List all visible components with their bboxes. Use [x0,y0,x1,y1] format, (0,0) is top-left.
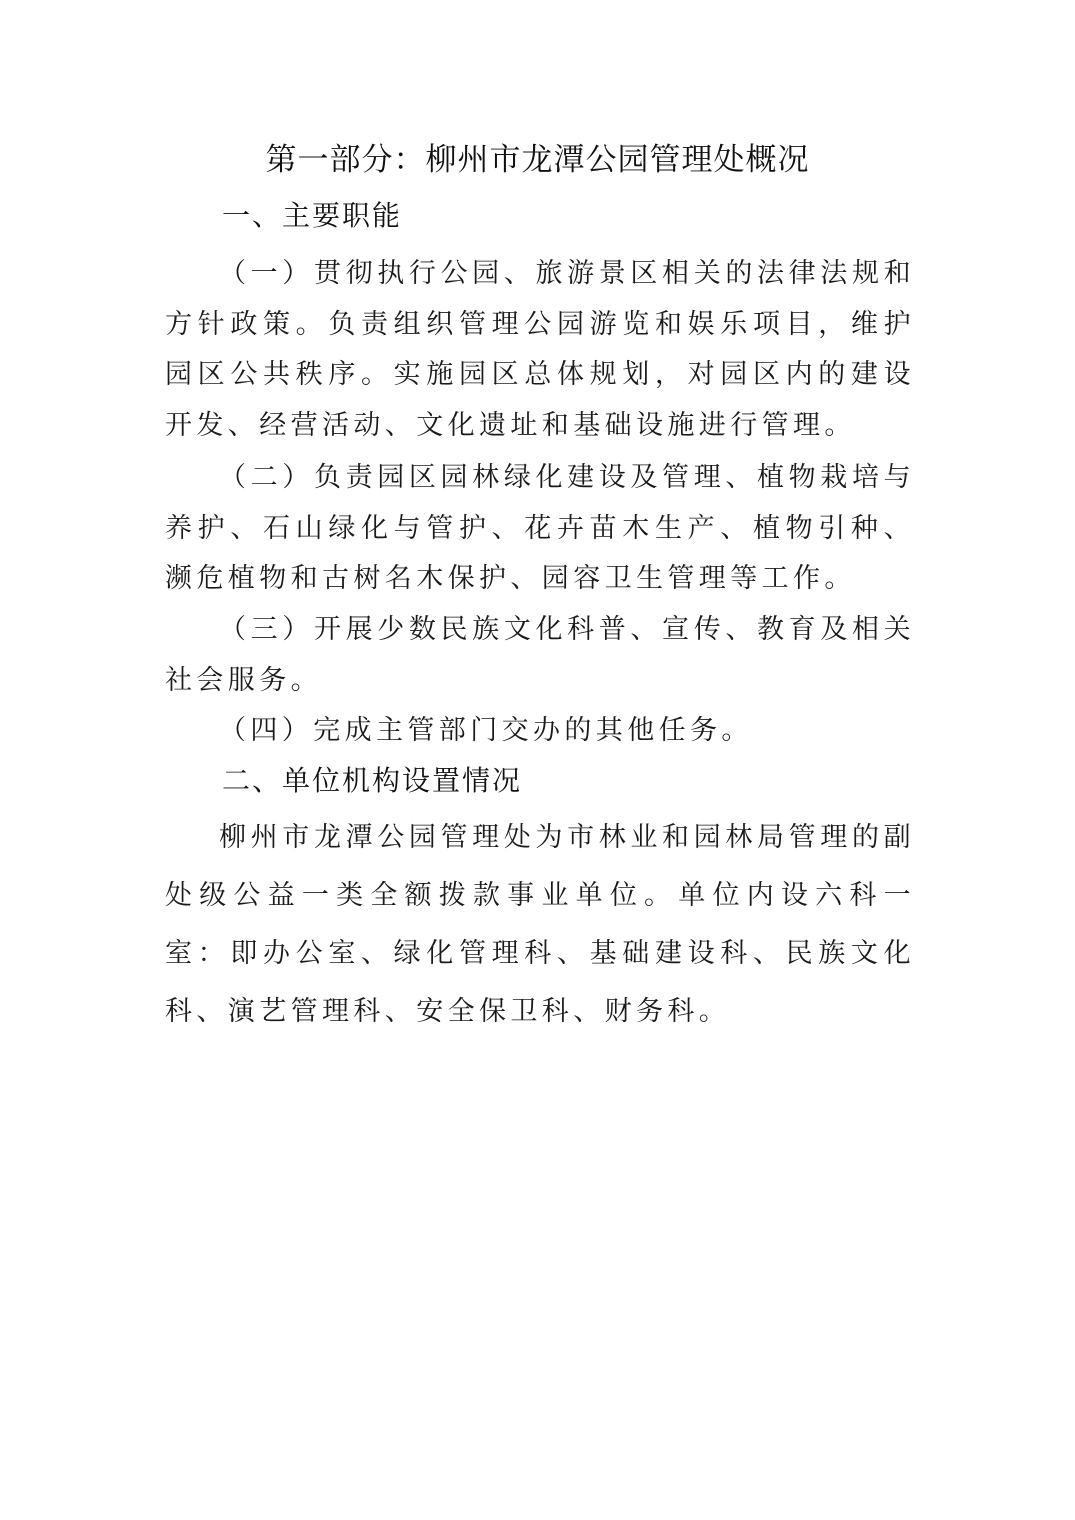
paragraph-organization: 柳州市龙潭公园管理处为市林业和园林局管理的副处级公益一类全额拨款事业单位。单位内设六科一室：即办公室、绿化管理科、基础建设科、民族文化科、演艺管理科、安全保卫科、财务科。 [165,822,915,1027]
paragraph-function-1: （一）贯彻执行公园、旅游景区相关的法律法规和方针政策。负责组织管理公园游览和娱乐项目，维护园区公共秩序。实施园区总体规划，对园区内的建设开发、经营活动、文化遗址和基础设施进行管理。 [165,258,915,441]
section-heading-main-functions: 一、主要职能 [222,199,403,232]
paragraph-function-4: （四）完成主管部门交办的其他任务。 [219,715,753,746]
document-title: 第一部分：柳州市龙潭公园管理处概况 [265,142,810,178]
paragraph-function-3: （三）开展少数民族文化科普、宣传、教育及相关社会服务。 [165,614,915,696]
section-heading-organization: 二、单位机构设置情况 [222,764,523,797]
paragraph-function-2: （二）负责园区园林绿化建设及管理、植物栽培与养护、石山绿化与管护、花卉苗木生产、植物引种、濒危植物和古树名木保护、园容卫生管理等工作。 [165,462,915,594]
